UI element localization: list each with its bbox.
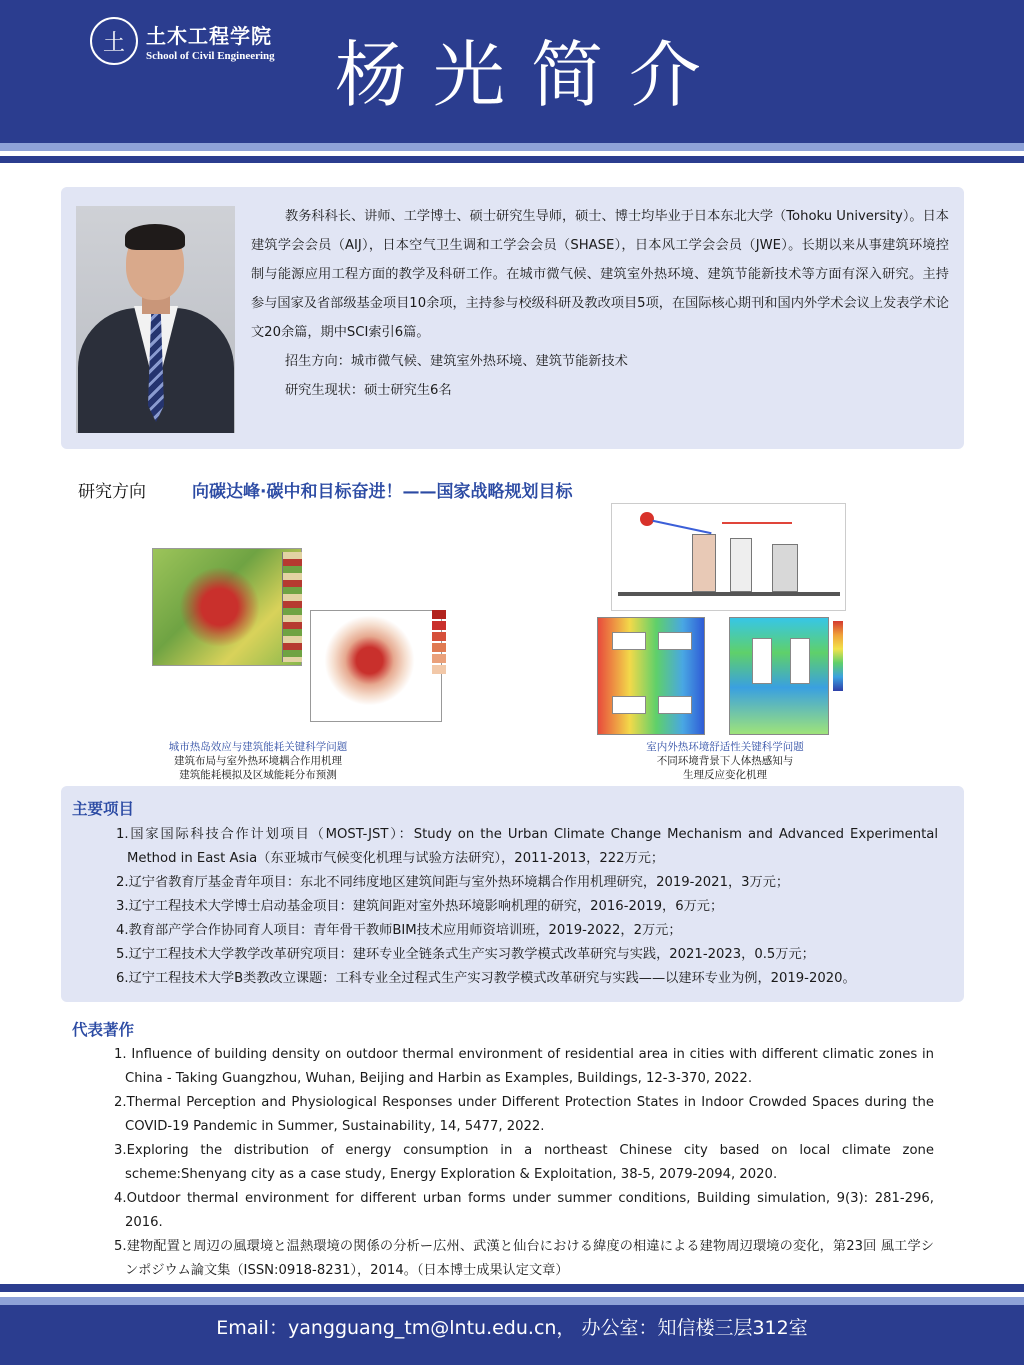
legend-swatch [432, 632, 446, 641]
page-title: 杨光简介 [335, 33, 728, 117]
cfd-plot [597, 617, 705, 735]
project-item: 5.辽宁工程技术大学教学改革研究项目：建环专业全链条式生产实习教学模式改革研究与实践，2021-2023，0.5万元； [116, 947, 815, 962]
school-name-cn: 土木工程学院 [146, 24, 272, 48]
left-figure-caption [152, 754, 364, 782]
lcz-map [152, 548, 302, 666]
publication-item: 4.Outdoor thermal environment for different urban forms under summer conditions, Building simulation, 9(3): 281-296, 2016. [114, 1191, 934, 1230]
thermal-comfort-figure [597, 503, 852, 736]
right-caption-line: 不同环境背景下人体热感知与 [656, 755, 794, 767]
urban-heat-island-figure [152, 548, 504, 724]
right-caption-line: 生理反应变化机理 [683, 769, 767, 781]
publication-item: 3.Exploring the distribution of energy consumption in a northeast Chinese city based on local climate zone scheme:Shenyang city as a case study, Energy Exploration & Exploitation, 38-5, 2079-2094, 2020. [114, 1143, 934, 1182]
footer-stripe [0, 1297, 1024, 1305]
cfd-plot [729, 617, 829, 735]
publication-item: 1. Influence of building density on outdoor thermal environment of residential area in cities with different climatic zones in China - Taking Guangzhou, Wuhan, Beijing and Harbin as Examples, Buildings, 12-3-370, 2022. [114, 1047, 934, 1086]
project-item: 6.辽宁工程技术大学B类教改立课题：工科专业全过程式生产实习教学模式改革研究与实践——以建环专业为例，2019-2020。 [116, 971, 856, 986]
bio-text [251, 202, 949, 405]
publications-title: 代表著作 [72, 1021, 135, 1039]
bio-enroll: 招生方向：城市微气候、建筑室外热环境、建筑节能新技术 [285, 354, 628, 369]
energy-legend [432, 610, 504, 680]
cfd-building [752, 638, 772, 684]
footer-banner [0, 1284, 1024, 1365]
bio-paragraph: 教务科科长、讲师、工学博士、硕士研究生导师，硕士、博士均毕业于日本东北大学（Tohoku University）。日本建筑学会会员（AIJ），日本空气卫生调和工学会会员（SHASE），日本风工学会会员（JWE）。长期以来从事建筑环境控制与能源应用工程方面的教学及科研工作。在城市微气候、建筑室外热环境、建筑节能新技术等方面有深入研究。主持参与国家及省部级基金项目10余项，主持参与校级科研及教改项目5项，在国际核心期刊和国内外学术会议上发表学术论文20余篇，期中SCI索引6篇。 [251, 209, 949, 340]
legend-swatch [432, 610, 446, 619]
publications-list [114, 1043, 934, 1283]
publication-item: 5.建物配置と周辺の風環境と温熱環境の関係の分析ー広州、武漢と仙台における緯度の相違による建物周辺環境の変化，第23回 風工学シンポジウム論文集（ISSN:0918-8231），2014。（日本博士成果认定文章） [114, 1239, 934, 1278]
energy-map [310, 610, 442, 722]
left-caption-line: 建筑布局与室外热环境耦合作用机理 [174, 755, 342, 767]
projects-title: 主要项目 [72, 800, 135, 818]
portrait-photo [76, 206, 235, 433]
projects-list [116, 823, 938, 991]
portrait-hair [125, 224, 185, 250]
lcz-legend [282, 552, 302, 662]
cfd-building [612, 632, 646, 650]
right-figure-caption [620, 754, 830, 782]
legend-swatch [432, 654, 446, 663]
school-name [146, 20, 275, 62]
project-item: 3.辽宁工程技术大学博士启动基金项目：建筑间距对室外热环境影响机理的研究，2016-2019，6万元； [116, 899, 724, 914]
cfd-building [658, 696, 692, 714]
bio-students: 研究生现状：硕士研究生6名 [285, 383, 452, 398]
building-shape [772, 544, 798, 592]
project-item: 4.教育部产学合作协同育人项目：青年骨干教师BIM技术应用师资培训班，2019-2022，2万元； [116, 923, 682, 938]
heat-transfer-diagram [611, 503, 846, 611]
project-item: 2.辽宁省教育厅基金青年项目：东北不同纬度地区建筑间距与室外热环境耦合作用机理研究，2019-2021，3万元； [116, 875, 790, 890]
school-name-en: School of Civil Engineering [146, 50, 275, 62]
bio-card [61, 187, 964, 449]
left-figure-caption-title: 城市热岛效应与建筑能耗关键科学问题 [168, 741, 348, 753]
header-banner [0, 0, 1024, 163]
arrow-icon [722, 522, 792, 524]
cfd-color-scale [833, 621, 843, 691]
building-shape [692, 534, 716, 592]
project-item: 1.国家国际科技合作计划项目（MOST-JST）：Study on the Urban Climate Change Mechanism and Advanced Experimental Method in East Asia（东亚城市气候变化机理与试验方法研究），2011-2013，222万元； [116, 827, 938, 866]
school-logo [90, 17, 275, 65]
research-slogan: 向碳达峰·碳中和目标奋进！——国家战略规划目标 [192, 482, 573, 502]
left-caption-line: 建筑能耗模拟及区域能耗分布预测 [179, 769, 337, 781]
cfd-building [790, 638, 810, 684]
cfd-building [658, 632, 692, 650]
arrow-icon [652, 520, 711, 534]
publication-item: 2.Thermal Perception and Physiological Responses under Different Protection States in Indoor Crowded Spaces during the COVID-19 Pandemic in Summer, Sustainability, 14, 5477, 2022. [114, 1095, 934, 1134]
cfd-building [612, 696, 646, 714]
footer-stripe [0, 1284, 1024, 1292]
legend-swatch [432, 665, 446, 674]
school-seal-icon: 土 [90, 17, 138, 65]
legend-swatch [432, 621, 446, 630]
research-label: 研究方向 [78, 482, 146, 502]
building-shape [730, 538, 752, 592]
contact-info: Email：yangguang_tm@lntu.edu.cn， 办公室：知信楼三层312室 [216, 1317, 808, 1339]
legend-swatch [432, 643, 446, 652]
header-stripe [0, 156, 1024, 163]
header-stripe [0, 143, 1024, 151]
right-figure-caption-title: 室内外热环境舒适性关键科学问题 [646, 741, 804, 753]
ground-line [618, 592, 840, 596]
